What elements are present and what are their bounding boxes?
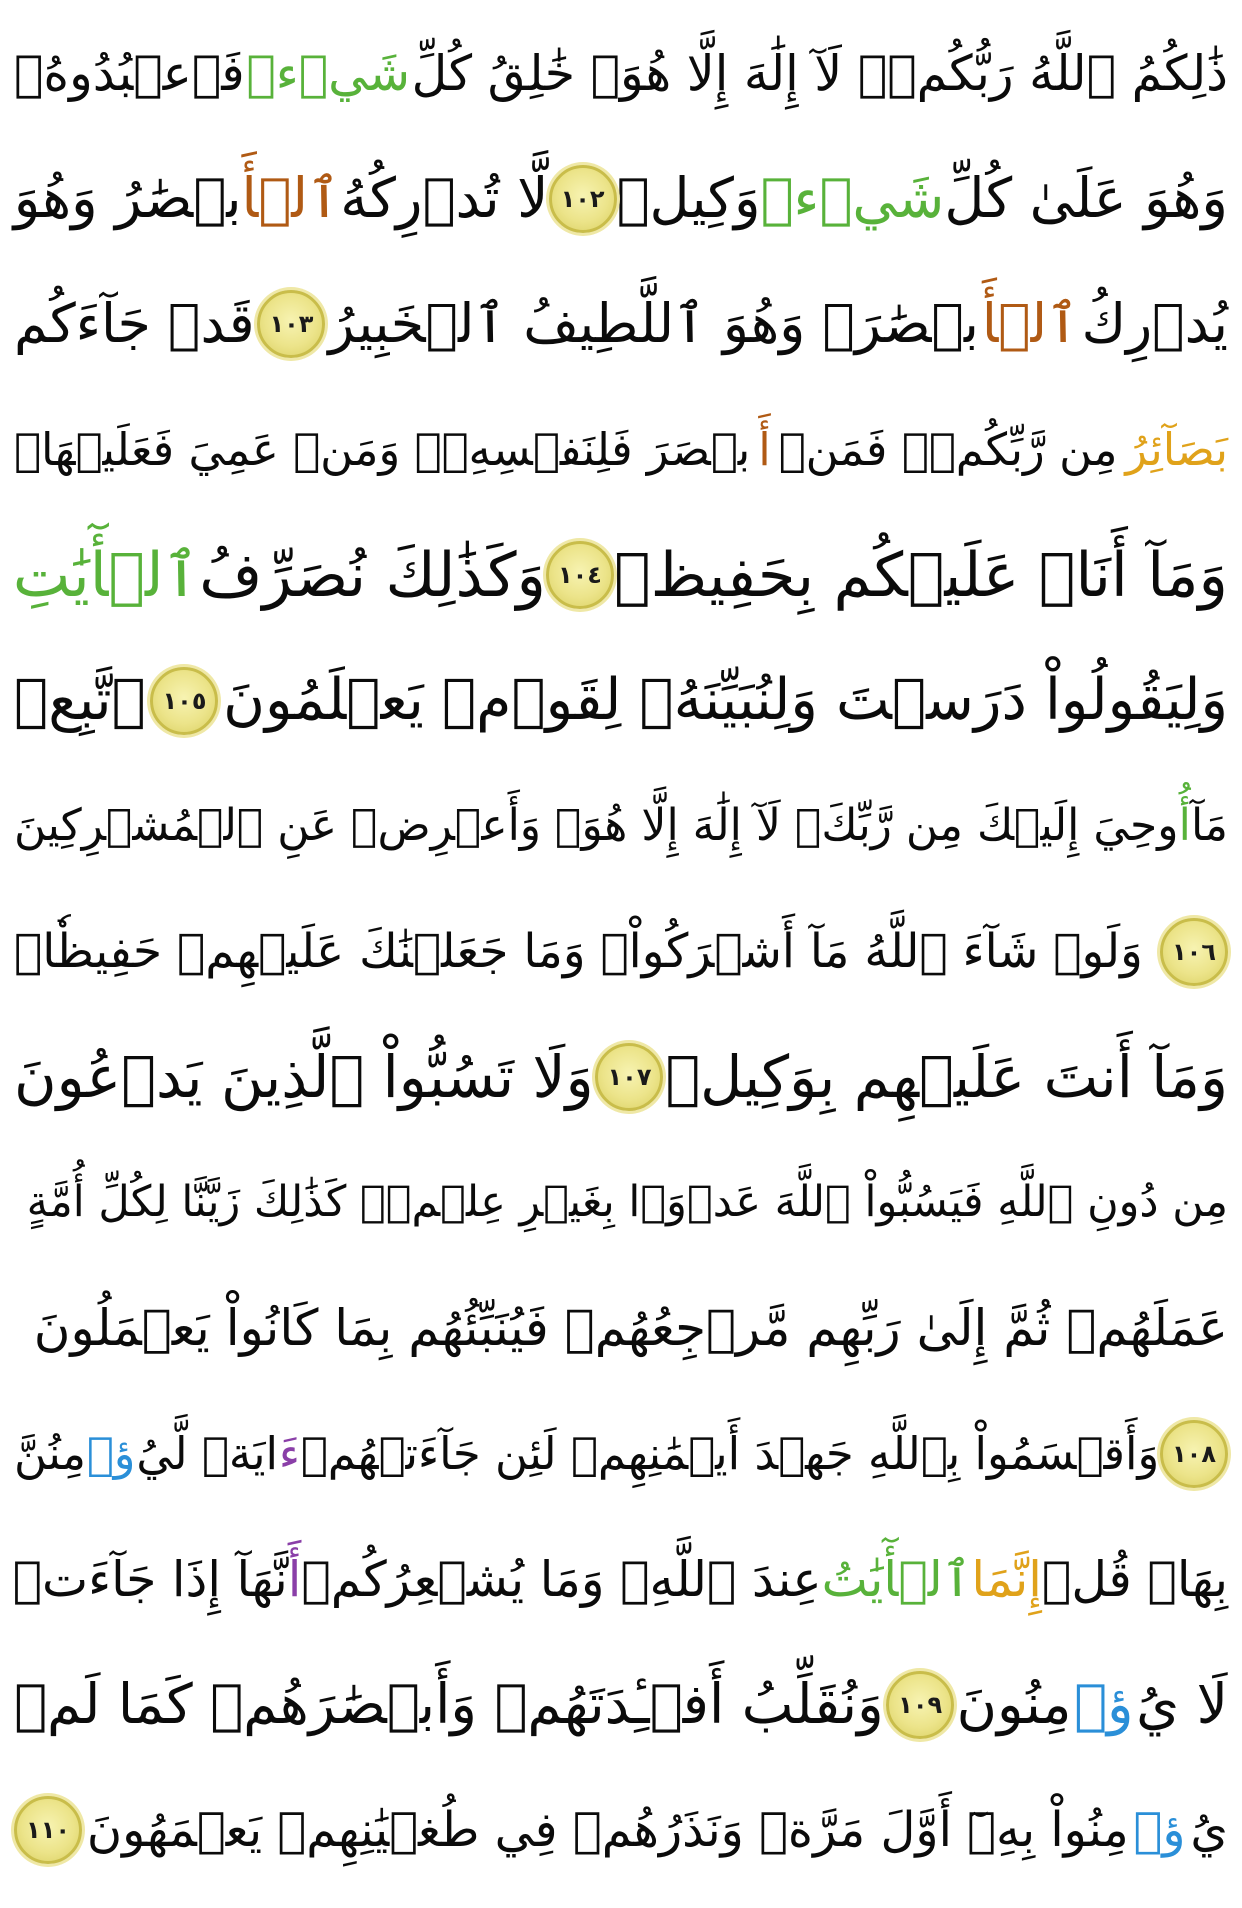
text-line <box>14 1395 1228 1513</box>
verse-text-segment: مِنُونَ <box>956 1672 1072 1736</box>
ayah-number-marker: ١٠٦ <box>1160 918 1228 986</box>
verse-text-segment: مِنُنَّ <box>14 1427 86 1480</box>
verse-text-segment: وَأَقۡسَمُواْ بِٱللَّهِ جَهۡدَ أَيۡمَٰنِهِمۡ لَئِن جَآءَتۡهُمۡ <box>300 1427 1160 1480</box>
tajweed-colored-segment: أَ <box>758 423 771 476</box>
tajweed-colored-segment: أُ <box>1178 800 1191 851</box>
ayah-number-marker: ١٠٤ <box>546 541 614 609</box>
verse-text-segment: وَهُوَ عَلَىٰ كُلِّ <box>944 166 1228 230</box>
verse-text-segment: وَمَآ أَنَا۠ عَلَيۡكُم بِحَفِيظٖ <box>613 539 1228 611</box>
text-line <box>14 14 1228 132</box>
text-line <box>14 893 1228 1011</box>
ayah-number-marker: ١٠٣ <box>257 290 325 358</box>
tajweed-colored-segment: ٱلۡأَ <box>241 166 341 230</box>
tajweed-colored-segment: ءَ <box>278 1427 300 1480</box>
verse-text-segment: مِن دُونِ ٱللَّهِ فَيَسُبُّواْ ٱللَّهَ عَدۡوَۢا بِغَيۡرِ عِلۡمٖۗ كَذَٰلِكَ زَيَّنَّا لِكُلِّ أُمَّةٍ <box>26 1177 1228 1227</box>
verse-text-segment: وحِيَ إِلَيۡكَ مِن رَّبِّكَۖ لَآ إِلَٰهَ إِلَّا هُوَۖ وَأَعۡرِضۡ عَنِ ٱلۡمُشۡرِكِينَ <box>14 800 1179 851</box>
text-line <box>14 391 1228 509</box>
tajweed-colored-segment: بَصَآئِرُ <box>1125 423 1228 476</box>
verse-text-segment: وَكَذَٰلِكَ نُصَرِّفُ <box>199 539 546 611</box>
verse-text-segment: وَلِيَقُولُواْ دَرَسۡتَ وَلِنُبَيِّنَهُۥ لِقَوۡمٖ يَعۡلَمُونَ <box>223 667 1228 733</box>
verse-text-segment: ٱتَّبِعۡ <box>14 667 146 733</box>
ayah-number-marker: ١٠٩ <box>886 1671 954 1739</box>
verse-text-segment: نَّهَآ إِذَا جَآءَتۡ <box>12 1550 288 1608</box>
verse-text-segment: مِنُواْ بِهِۦٓ أَوَّلَ مَرَّةٖ وَنَذَرُهُمۡ فِي طُغۡيَٰنِهِمۡ يَعۡمَهُونَ <box>86 1802 1129 1858</box>
tajweed-colored-segment: ٱلۡأٓيَٰتُ <box>821 1550 972 1608</box>
text-line <box>14 265 1228 383</box>
ayah-number-marker: ١١٠ <box>14 1796 82 1864</box>
verse-text-segment: عَمَلَهُمۡ ثُمَّ إِلَىٰ رَبِّهِم مَّرۡجِعُهُمۡ فَيُنَبِّئُهُم بِمَا كَانُواْ يَعۡمَلُونَ <box>33 1299 1228 1357</box>
tajweed-colored-segment: شَيۡءٖ <box>246 44 411 102</box>
verse-text-segment: ذَٰلِكُمُ ٱللَّهُ رَبُّكُمۡۖ لَآ إِلَٰهَ إِلَّا هُوَۖ خَٰلِقُ كُلِّ <box>411 44 1228 102</box>
verse-text-segment: يُ <box>1190 1802 1228 1858</box>
tajweed-colored-segment: ؤۡ <box>1133 1802 1186 1858</box>
tajweed-colored-segment: ٱلۡأٓيَٰتِ <box>12 539 200 611</box>
verse-text-segment: بۡصَٰرَۖ وَهُوَ ٱللَّطِيفُ ٱلۡخَبِيرُ <box>328 292 979 355</box>
verse-text-segment: يُدۡرِكُ <box>1081 292 1228 355</box>
ayah-number-marker: ١٠٨ <box>1160 1420 1228 1488</box>
text-line <box>14 1520 1228 1638</box>
tajweed-colored-segment: ؤۡ <box>86 1427 136 1480</box>
ayah-number-marker: ١٠٧ <box>595 1043 663 1111</box>
tajweed-colored-segment: أَ <box>287 1550 302 1608</box>
verse-text-segment: مِن رَّبِّكُمۡۖ فَمَنۡ <box>778 423 1118 476</box>
verse-text-segment: بِهَاۚ قُلۡ <box>1041 1550 1228 1608</box>
text-line <box>14 767 1228 885</box>
verse-text-segment: وَلَا تَسُبُّواْ ٱلَّذِينَ يَدۡعُونَ <box>14 1043 594 1111</box>
text-line <box>14 642 1228 760</box>
verse-text-segment: فَٱعۡبُدُوهُۚ <box>14 44 245 102</box>
verse-text-segment: مَآ <box>1191 800 1228 851</box>
verse-text-segment: بۡصَٰرُ وَهُوَ <box>13 166 242 230</box>
text-line <box>14 140 1228 258</box>
verse-text-segment: عِندَ ٱللَّهِۖ وَمَا يُشۡعِرُكُمۡ <box>301 1550 822 1608</box>
text-line <box>14 1646 1228 1764</box>
verse-text-segment: وَكِيلٞ <box>616 166 761 230</box>
text-line <box>14 1269 1228 1387</box>
verse-text-segment: لَّا تُدۡرِكُهُ <box>340 166 549 230</box>
verse-text-segment: لَا يُ <box>1136 1672 1228 1736</box>
ayah-number-marker: ١٠٢ <box>549 165 617 233</box>
verse-text-segment: قَدۡ جَآءَكُم <box>14 292 255 355</box>
tajweed-colored-segment: إِنَّمَا <box>971 1550 1042 1608</box>
verse-text-segment: وَلَوۡ شَآءَ ٱللَّهُ مَآ أَشۡرَكُواْۗ وَمَا جَعَلۡنَٰكَ عَلَيۡهِمۡ حَفِيظٗاۖ <box>14 924 1143 979</box>
verse-text-segment: ايَةٞ لَّيُ <box>136 1427 279 1480</box>
verse-text-segment: وَنُقَلِّبُ أَفۡـِٔدَتَهُمۡ وَأَبۡصَٰرَهُمۡ كَمَا لَمۡ <box>14 1672 884 1736</box>
text-line <box>14 1771 1228 1889</box>
text-line <box>14 1144 1228 1262</box>
verse-text-segment: وَمَآ أَنتَ عَلَيۡهِم بِوَكِيلٖ <box>665 1043 1228 1111</box>
text-line <box>14 1018 1228 1136</box>
tajweed-colored-segment: شَيۡءٖ <box>760 166 945 230</box>
tajweed-colored-segment: ٱلۡأَ <box>981 292 1079 355</box>
ayah-number-marker: ١٠٥ <box>150 667 218 735</box>
tajweed-colored-segment: ؤۡ <box>1074 1672 1134 1736</box>
verse-text-segment: بۡصَرَ فَلِنَفۡسِهِۦۖ وَمَنۡ عَمِيَ فَعَلَيۡهَاۚ <box>14 423 751 476</box>
text-line <box>14 516 1228 634</box>
